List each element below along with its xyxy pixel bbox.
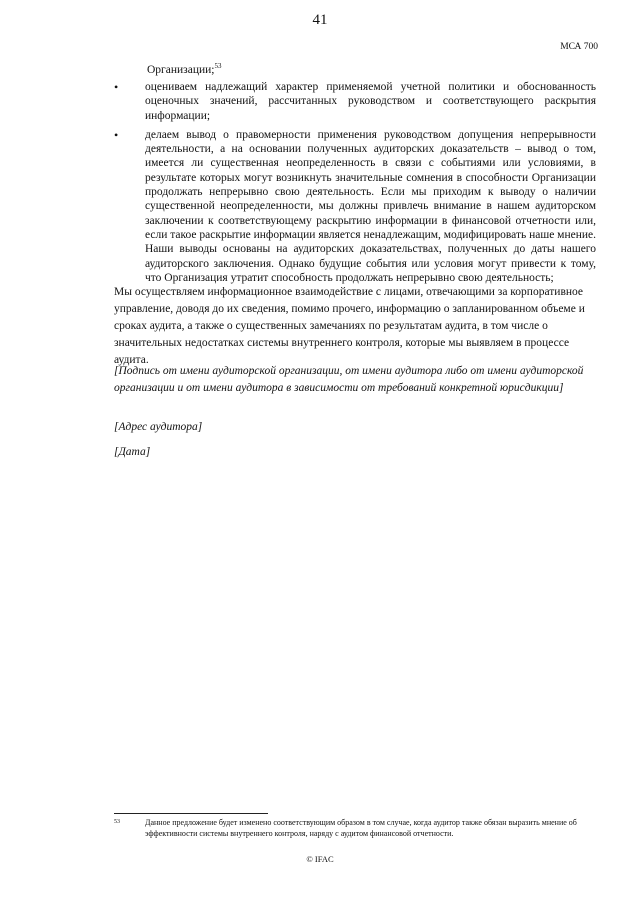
page-number: 41: [312, 12, 328, 28]
bullet-icon: •: [114, 80, 119, 94]
signature-placeholder: [Подпись от имени аудиторской организации, от имени аудитора либо от имени аудиторской организации и от имени аудитора в зависимости от требований конкретной юрисдикции]: [114, 365, 584, 394]
copyright: © IFAC: [306, 854, 334, 864]
address-placeholder: [Адрес аудитора]: [114, 421, 203, 433]
footnote: [114, 818, 598, 839]
footnote-number: 53: [114, 819, 120, 825]
bullet-item-accounting-policy: [114, 80, 596, 123]
communication-paragraph: Мы осуществляем информационное взаимодействие с лицами, отвечающими за корпоративное управление, доводя до их сведения, помимо прочего, информацию о запланированном объеме и сроках аудита, а также о существенных замечаниях по результатам аудита, в том числе о значительных недостатках системы внутреннего контроля, которые мы выявляем в процессе аудита.: [114, 286, 585, 366]
bullet-text: оцениваем надлежащий характер применяемой учетной политики и обоснованность оценочных значений, рассчитанных руководством и соответствующего раскрытия информации;: [145, 81, 596, 122]
bullet-text: делаем вывод о правомерности применения руководством допущения непрерывности деятельности, а на основании полученных аудиторских доказательств – вывод о том, имеется ли существенная неопределенность в связи с событиями или условиями, в результате которых могут возникнуть значительные сомнения в способности Организации продолжать непрерывно свою деятельность. Если мы приходим к выводу о наличии существенной неопределенности, мы должны привлечь внимание в нашем аудиторском заключении к соответствующему раскрытию информации в финансовой отчетности или, если такое раскрытие информации является ненадлежащим, модифицировать наше мнение. Наши выводы основаны на аудиторских доказательствах, полученных до даты нашего аудиторского заключения. Однако будущие события или условия могут привести к тому, что Организация утратит способность продолжать непрерывно свою деятельность;: [145, 128, 597, 284]
bullet-icon: •: [114, 127, 119, 142]
lead-in-label: Организации;: [147, 63, 215, 76]
bullet-item-going-concern: [114, 128, 596, 285]
lead-in-text: [147, 62, 222, 76]
standard-code: МСА 700: [560, 42, 598, 52]
footnote-text: Данное предложение будет изменено соответствующим образом в том случае, когда аудитор также обязан выразить мнение об эффективности системы внутреннего контроля, наряду с аудитом финансовой отчетности.: [145, 818, 577, 838]
footnote-divider: [114, 813, 268, 814]
date-placeholder: [Дата]: [114, 446, 151, 458]
bullet-list: [114, 80, 596, 290]
footnote-reference: 53: [214, 62, 222, 70]
